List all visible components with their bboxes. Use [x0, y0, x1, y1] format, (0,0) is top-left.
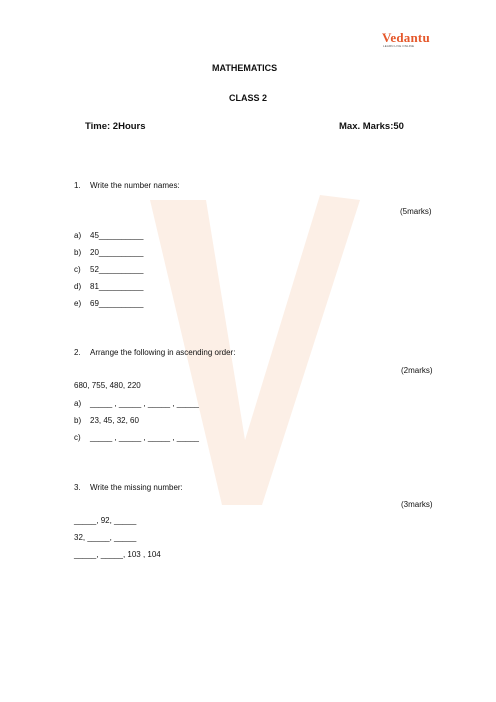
q2-item-label: b): [74, 416, 82, 425]
q2-item-blank[interactable]: _____ , _____ , _____ , _____: [90, 433, 199, 442]
q1-item-label: c): [74, 265, 81, 274]
q3-number: 3.: [74, 483, 81, 492]
q3-marks: (3marks): [401, 500, 433, 509]
subject-title: MATHEMATICS: [212, 63, 278, 73]
q1-marks: (5marks): [400, 207, 432, 216]
q2-marks: (2marks): [401, 366, 433, 375]
q1-item-blank[interactable]: 81__________: [90, 282, 144, 291]
q1-item-blank[interactable]: 20__________: [90, 248, 144, 257]
q1-item-blank[interactable]: 52__________: [90, 265, 144, 274]
q1-item-blank[interactable]: 69__________: [90, 299, 144, 308]
max-marks: Max. Marks:50: [339, 121, 404, 132]
q2-text: Arrange the following in ascending order:: [90, 348, 236, 357]
vedantu-logo: [382, 30, 442, 50]
q2-item-text: 23, 45, 32, 60: [90, 416, 139, 425]
q3-sequence[interactable]: 32, _____, _____: [74, 533, 137, 542]
class-title: CLASS 2: [229, 93, 268, 103]
logo-tagline: LEARN LIVE ONLINE: [383, 44, 415, 48]
q2-number-set: 680, 755, 480, 220: [74, 381, 141, 390]
q1-item-label: a): [74, 231, 82, 240]
q1-item-label: d): [74, 282, 82, 291]
logo-text: Vedantu: [382, 30, 430, 45]
q2-number: 2.: [74, 348, 81, 357]
q1-text: Write the number names:: [90, 181, 180, 190]
q1-item-blank[interactable]: 45__________: [90, 231, 144, 240]
q2-item-label: a): [74, 399, 82, 408]
q1-item-label: b): [74, 248, 82, 257]
exam-time: Time: 2Hours: [85, 121, 146, 132]
q2-item-blank[interactable]: _____ , _____ , _____ , _____: [90, 399, 199, 408]
q2-item-label: c): [74, 433, 81, 442]
q3-text: Write the missing number:: [90, 483, 183, 492]
q1-number: 1.: [74, 181, 81, 190]
q3-sequence[interactable]: _____, _____, 103 , 104: [74, 550, 161, 559]
q1-item-label: e): [74, 299, 82, 308]
q3-sequence[interactable]: _____, 92, _____: [74, 516, 137, 525]
